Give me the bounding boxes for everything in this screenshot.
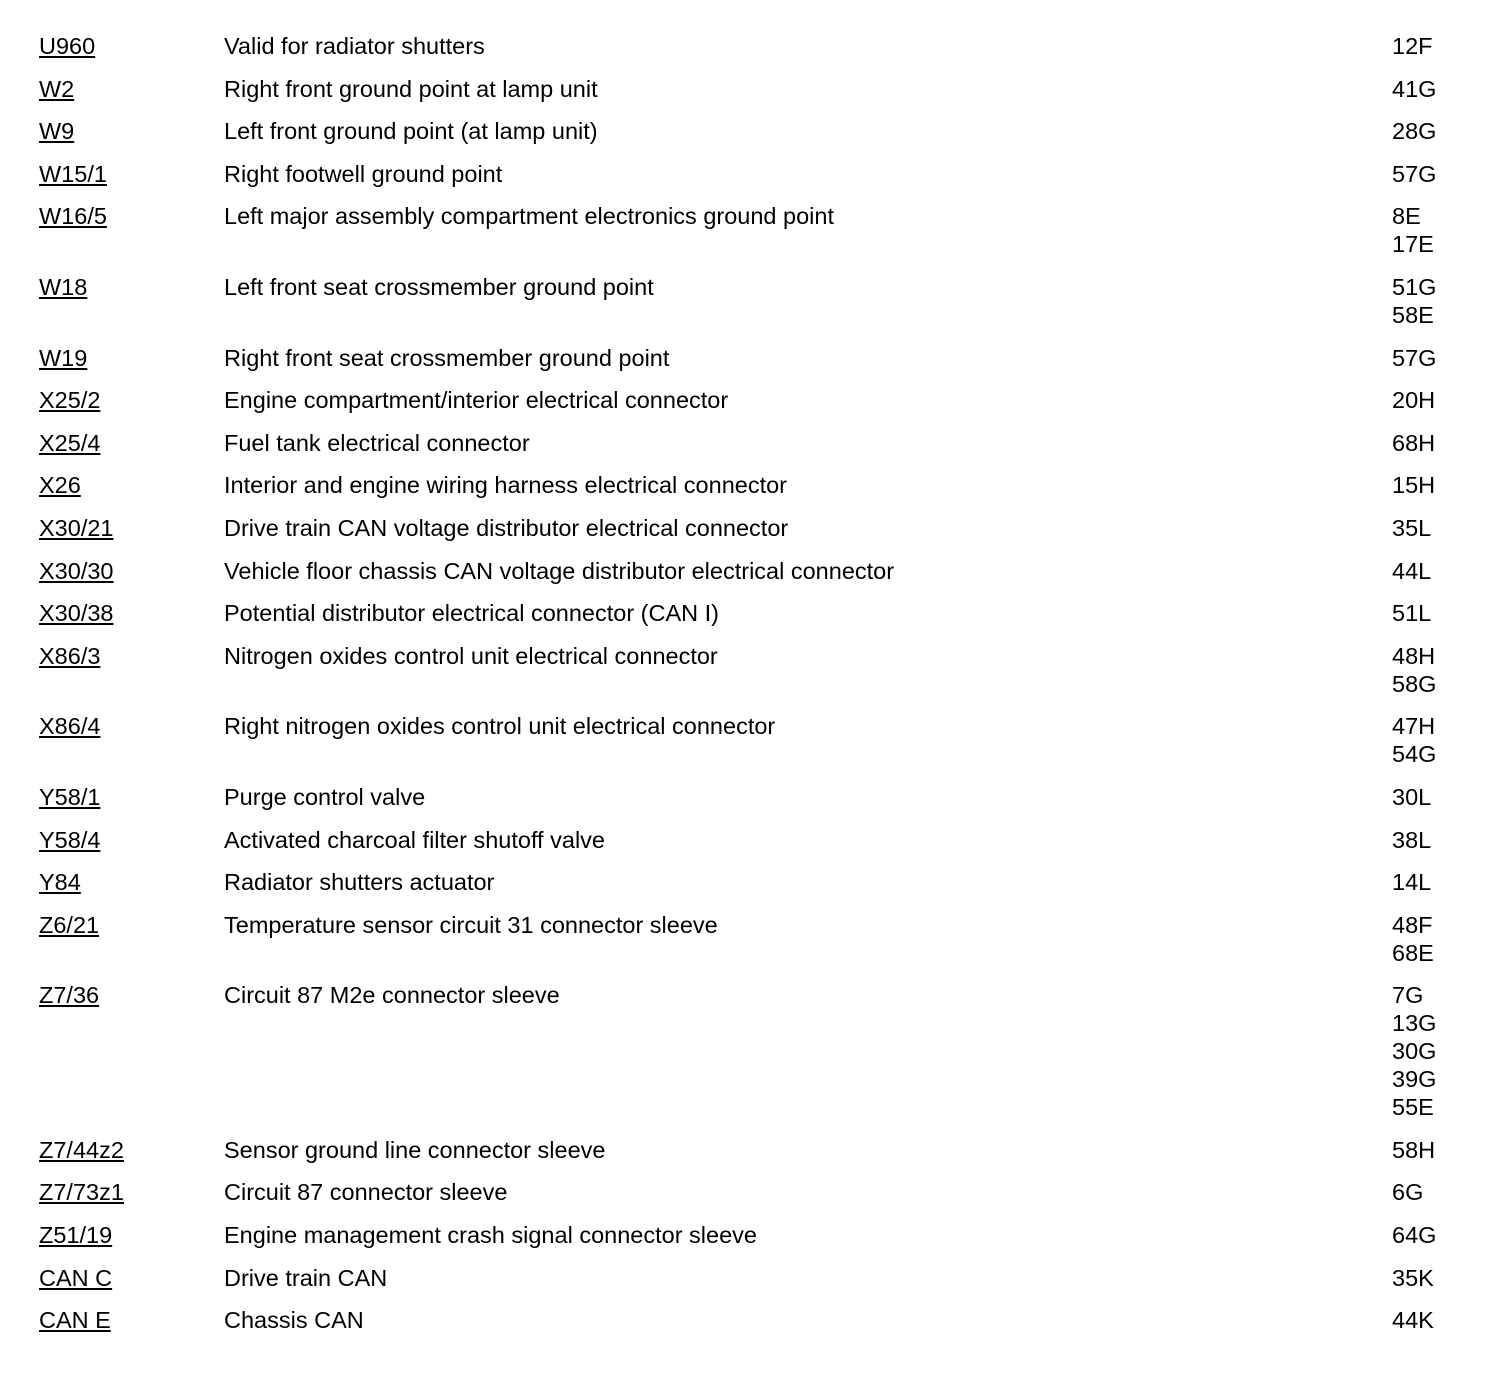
legend-row xyxy=(39,712,1479,783)
component-code-link[interactable]: X30/21 xyxy=(39,514,114,541)
grid-reference-list xyxy=(1392,1306,1479,1334)
grid-reference: 12F xyxy=(1392,33,1433,59)
component-code-link[interactable]: X30/30 xyxy=(39,557,114,584)
grid-reference: 6G xyxy=(1392,1179,1424,1206)
grid-reference: 13G xyxy=(1392,1010,1437,1037)
component-description: Engine management crash signal connector sleeve xyxy=(224,1222,757,1249)
grid-reference: 54G xyxy=(1392,741,1437,768)
legend-row xyxy=(39,1178,1479,1221)
component-description: Right front seat crossmember ground point xyxy=(224,344,670,371)
grid-reference-list xyxy=(1392,75,1479,103)
grid-reference-list xyxy=(1392,1264,1479,1292)
legend-row xyxy=(39,826,1479,869)
grid-reference: 58E xyxy=(1392,301,1434,328)
component-description: Activated charcoal filter shutoff valve xyxy=(224,826,605,853)
grid-reference: 35K xyxy=(1392,1264,1434,1291)
grid-reference: 51G xyxy=(1392,273,1437,300)
component-code-link[interactable]: W15/1 xyxy=(39,160,107,187)
grid-reference-list xyxy=(1392,344,1479,372)
legend-row xyxy=(39,1306,1479,1349)
component-code-link[interactable]: Y84 xyxy=(39,869,81,896)
grid-reference: 47H xyxy=(1392,713,1436,740)
grid-reference: 58G xyxy=(1392,670,1437,697)
component-description: Sensor ground line connector sleeve xyxy=(224,1136,606,1163)
grid-reference-list xyxy=(1392,911,1479,967)
component-code-link[interactable]: Z7/36 xyxy=(39,982,100,1009)
component-description: Radiator shutters actuator xyxy=(224,869,495,896)
legend-row xyxy=(39,868,1479,911)
grid-reference-list xyxy=(1392,1178,1479,1206)
legend-row xyxy=(39,911,1479,982)
component-description: Purge control valve xyxy=(224,783,426,810)
component-description: Potential distributor electrical connector (CAN I) xyxy=(224,600,720,627)
grid-reference-list xyxy=(1392,117,1479,145)
legend-row xyxy=(39,981,1479,1136)
component-description: Left front seat crossmember ground point xyxy=(224,273,654,300)
legend-row xyxy=(39,1221,1479,1264)
legend-row xyxy=(39,471,1479,514)
grid-reference: 68H xyxy=(1392,429,1436,456)
grid-reference: 48F xyxy=(1392,911,1433,938)
legend-row xyxy=(39,202,1479,273)
grid-reference: 55E xyxy=(1392,1094,1434,1121)
grid-reference-list xyxy=(1392,32,1479,60)
grid-reference: 48H xyxy=(1392,642,1436,669)
legend-row xyxy=(39,1264,1479,1307)
legend-row xyxy=(39,32,1479,75)
component-description: Interior and engine wiring harness electrical connector xyxy=(224,472,788,499)
grid-reference-list xyxy=(1392,386,1479,414)
legend-row xyxy=(39,160,1479,203)
grid-reference-list xyxy=(1392,712,1479,768)
component-description: Right front ground point at lamp unit xyxy=(224,75,598,102)
component-code-link[interactable]: X25/4 xyxy=(39,429,101,456)
grid-reference: 8E xyxy=(1392,203,1421,230)
component-code-link[interactable]: X26 xyxy=(39,472,81,499)
component-description: Drive train CAN voltage distributor electrical connector xyxy=(224,514,789,541)
component-code-link[interactable]: W9 xyxy=(39,118,75,145)
component-code-link[interactable]: U960 xyxy=(39,33,96,59)
grid-reference: 41G xyxy=(1392,75,1437,102)
grid-reference: 17E xyxy=(1392,231,1434,258)
grid-reference: 38L xyxy=(1392,826,1432,853)
component-code-link[interactable]: CAN C xyxy=(39,1264,113,1291)
grid-reference: 30G xyxy=(1392,1038,1437,1065)
legend-row xyxy=(39,273,1479,344)
grid-reference-list xyxy=(1392,868,1479,896)
component-description: Temperature sensor circuit 31 connector sleeve xyxy=(224,911,718,938)
grid-reference-list xyxy=(1392,273,1479,329)
component-description: Engine compartment/interior electrical connector xyxy=(224,387,729,414)
grid-reference: 39G xyxy=(1392,1066,1437,1093)
grid-reference-list xyxy=(1392,429,1479,457)
grid-reference: 44K xyxy=(1392,1307,1434,1334)
component-code-link[interactable]: X86/4 xyxy=(39,713,101,740)
grid-reference: 7G xyxy=(1392,982,1424,1009)
grid-reference: 30L xyxy=(1392,783,1432,810)
legend-row xyxy=(39,75,1479,118)
component-code-link[interactable]: Z6/21 xyxy=(39,911,100,938)
grid-reference: 57G xyxy=(1392,160,1437,187)
legend-row xyxy=(39,429,1479,472)
grid-reference-list xyxy=(1392,471,1479,499)
component-legend xyxy=(39,32,1479,1349)
legend-row xyxy=(39,386,1479,429)
component-description: Left front ground point (at lamp unit) xyxy=(224,118,598,145)
grid-reference: 44L xyxy=(1392,557,1432,584)
grid-reference: 14L xyxy=(1392,869,1432,896)
grid-reference-list xyxy=(1392,514,1479,542)
legend-row xyxy=(39,557,1479,600)
grid-reference: 68E xyxy=(1392,939,1434,966)
component-description: Chassis CAN xyxy=(224,1307,364,1334)
component-code-link[interactable]: Z51/19 xyxy=(39,1222,113,1249)
component-code-link[interactable]: Y58/1 xyxy=(39,783,101,810)
legend-row xyxy=(39,1136,1479,1179)
component-code-link[interactable]: X30/38 xyxy=(39,600,114,627)
grid-reference: 35L xyxy=(1392,514,1432,541)
grid-reference-list xyxy=(1392,202,1479,258)
grid-reference: 20H xyxy=(1392,387,1436,414)
grid-reference: 64G xyxy=(1392,1222,1437,1249)
grid-reference: 28G xyxy=(1392,118,1437,145)
component-code-link[interactable]: Z7/44z2 xyxy=(39,1136,124,1163)
component-description: Valid for radiator shutters xyxy=(224,33,485,59)
legend-row xyxy=(39,599,1479,642)
component-description: Nitrogen oxides control unit electrical connector xyxy=(224,642,718,669)
component-code-link[interactable]: Y58/4 xyxy=(39,826,101,853)
legend-row xyxy=(39,642,1479,713)
grid-reference: 58H xyxy=(1392,1136,1436,1163)
component-description: Right footwell ground point xyxy=(224,160,503,187)
legend-row xyxy=(39,117,1479,160)
component-code-link[interactable]: X25/2 xyxy=(39,387,101,414)
grid-reference: 15H xyxy=(1392,472,1436,499)
legend-row xyxy=(39,344,1479,387)
component-description: Drive train CAN xyxy=(224,1264,388,1291)
component-code-link[interactable]: W16/5 xyxy=(39,203,107,230)
grid-reference: 57G xyxy=(1392,344,1437,371)
grid-reference-list xyxy=(1392,557,1479,585)
grid-reference-list xyxy=(1392,783,1479,811)
component-code-link[interactable]: W19 xyxy=(39,344,88,371)
grid-reference: 51L xyxy=(1392,600,1432,627)
grid-reference-list xyxy=(1392,1221,1479,1249)
component-code-link[interactable]: Z7/73z1 xyxy=(39,1179,124,1206)
component-description: Right nitrogen oxides control unit electrical connector xyxy=(224,713,776,740)
component-code-link[interactable]: W2 xyxy=(39,75,75,102)
legend-row xyxy=(39,514,1479,557)
legend-row xyxy=(39,783,1479,826)
component-description: Circuit 87 connector sleeve xyxy=(224,1179,508,1206)
grid-reference-list xyxy=(1392,1136,1479,1164)
component-description: Fuel tank electrical connector xyxy=(224,429,530,456)
component-code-link[interactable]: CAN E xyxy=(39,1307,111,1334)
grid-reference-list xyxy=(1392,826,1479,854)
grid-reference-list xyxy=(1392,160,1479,188)
grid-reference-list xyxy=(1392,981,1479,1121)
component-description: Vehicle floor chassis CAN voltage distributor electrical connector xyxy=(224,557,895,584)
component-description: Circuit 87 M2e connector sleeve xyxy=(224,982,560,1009)
component-description: Left major assembly compartment electronics ground point xyxy=(224,203,834,230)
component-code-link[interactable]: W18 xyxy=(39,273,88,300)
grid-reference-list xyxy=(1392,599,1479,627)
grid-reference-list xyxy=(1392,642,1479,698)
component-code-link[interactable]: X86/3 xyxy=(39,642,101,669)
